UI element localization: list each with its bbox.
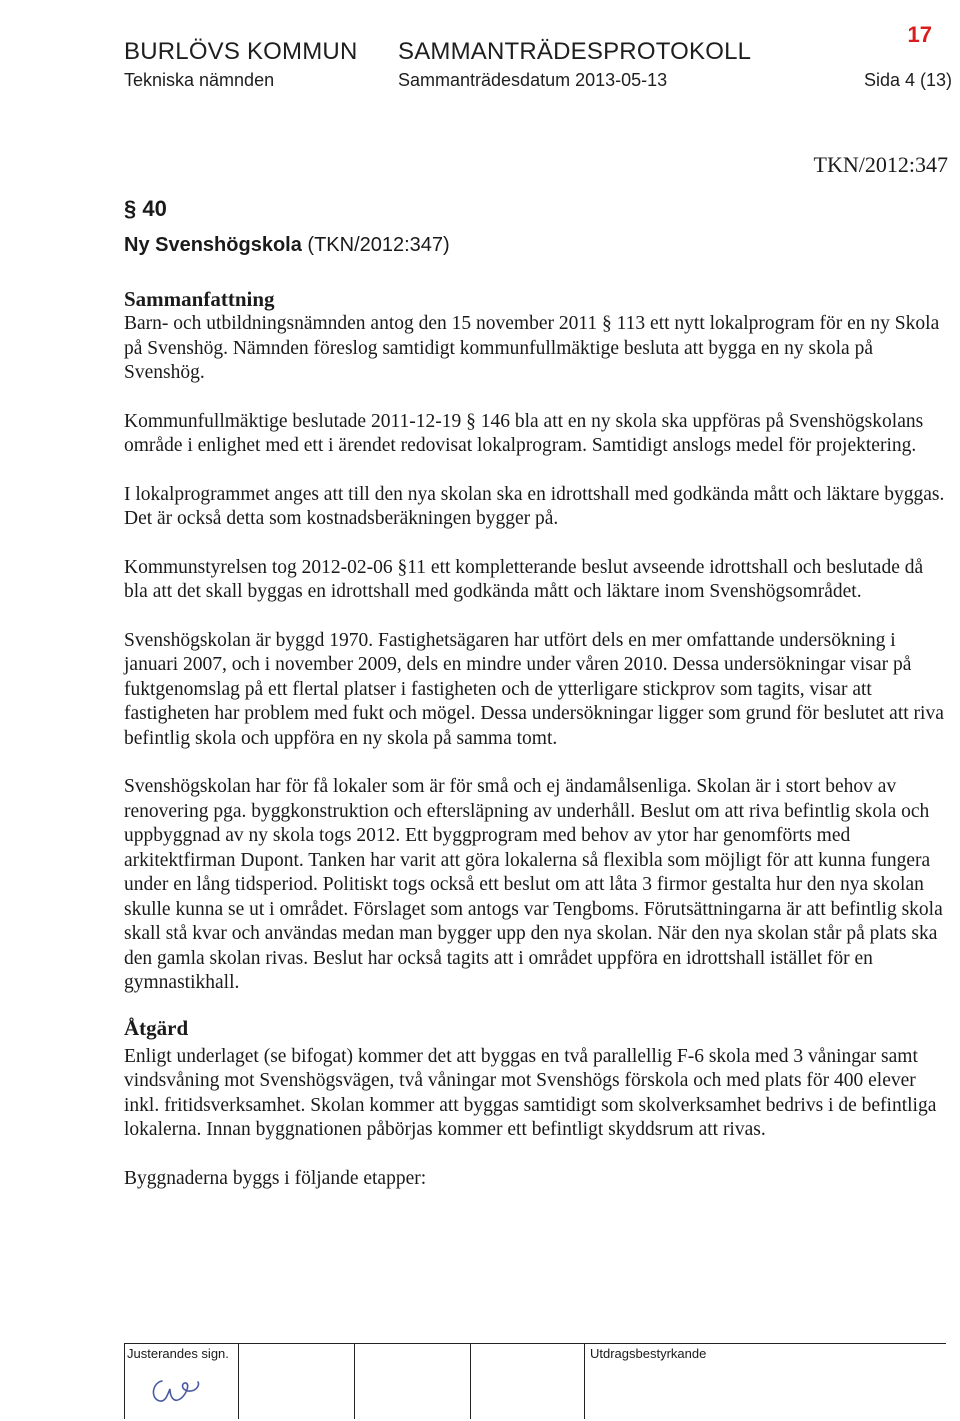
document-body	[124, 287, 946, 1215]
heading-atgard: Åtgärd	[124, 1015, 189, 1040]
paragraph-number: § 40	[124, 196, 167, 221]
section-title-main: Ny Svenshögskola	[124, 234, 302, 256]
signature-footer	[124, 1343, 946, 1419]
page-indicator: Sida 4 (13)	[863, 70, 952, 90]
paragraph: Svenshögskolan är byggd 1970. Fastighetsägaren har utfört dels en mer omfattande undersökning i januari 2007, och i november 2009, dels en mindre under våren 2010. Dessa undersökningar visar på fuktgenomslag på ett flertal platser i fastigheten och de ytterligare stickprov som tagits, visar att fastigheten har problem med fukt och mögel. Dessa undersökningar ligger som grund för beslutet att riva befintlig skola och uppföra en ny skola på samma tomt.	[124, 629, 944, 749]
paragraph: Kommunstyrelsen tog 2012-02-06 §11 ett kompletterande beslut avseende idrottshall och beslutade då bla att det skall byggas en idrottshall med godkända mått och läktare inom Svenshögsområdet.	[124, 556, 924, 602]
paragraph: Byggnaderna byggs i följande etapper:	[124, 1167, 427, 1189]
utdragsbestyrkande-label: Utdragsbestyrkande	[590, 1346, 707, 1361]
section-title-ref: (TKN/2012:347)	[307, 234, 450, 256]
document-type: SAMMANTRÄDESPROTOKOLL	[398, 38, 752, 65]
meeting-date: Sammanträdesdatum 2013-05-13	[398, 70, 668, 90]
justerandes-label: Justerandes sign.	[127, 1346, 229, 1361]
case-reference: TKN/2012:347	[813, 152, 948, 177]
paragraph: Barn- och utbildningsnämnden antog den 15 november 2011 § 113 ett nytt lokalprogram för en ny Skola på Svenshög. Nämnden föreslog samtidigt kommunfullmäktige besluta att bygga en ny skola på Svenshög.	[124, 313, 940, 383]
page-number-badge: 17	[907, 22, 932, 47]
heading-sammanfattning: Sammanfattning	[124, 287, 275, 311]
section-title	[124, 234, 450, 257]
paragraph: I lokalprogrammet anges att till den nya skolan ska en idrottshall med godkända mått och läktare byggas. Det är också detta som kostnadsberäkningen bygger på.	[124, 483, 945, 529]
footer-divider	[238, 1343, 239, 1419]
footer-rule	[124, 1343, 946, 1344]
footer-divider	[354, 1343, 355, 1419]
paragraph: Svenshögskolan har för få lokaler som är för små och ej ändamålsenliga. Skolan är i stort behov av renovering pga. byggkonstruktion och eftersläpning av underhåll. Beslut om att riva befintlig skola och uppbyggnad av ny skola togs 2012. Ett byggprogram med behov av ytor har genomförts med arkitektfirman Dupont. Tanken har varit att göra lokalerna så flexibla som möjligt för att kunna fungera under en lång tidsperiod. Politiskt togs också ett beslut om att låta 3 firmor gestalta hur den nya skolan skulle kunna se ut i området. Förslaget som antogs var Tengboms. Förutsättningarna är att befintlig skola skall stå kvar och användas medan man bygger upp den nya skolan. När den nya skolan står på plats ska den gamla skolan rivas. Beslut har också tagits att i området uppföra en idrottshall istället för en gymnastikhall.	[124, 776, 943, 993]
handwritten-signature-icon	[146, 1373, 206, 1409]
footer-divider	[470, 1343, 471, 1419]
footer-divider	[584, 1343, 585, 1419]
org-name: BURLÖVS KOMMUN	[124, 38, 358, 65]
paragraph: Enligt underlaget (se bifogat) kommer det att byggas en två parallellig F-6 skola med 3 våningar samt vindsvåning mot Svenshögsvägen, två våningar mot Svenshögs förskola och med plats för 400 elever inkl. fritidsverksamhet. Skolan kommer att byggas samtidigt som skolverksamhet bedrivs i de befintliga lokalerna. Innan byggnationen påbörjas kommer ett befintligt skyddsrum att rivas.	[124, 1045, 937, 1140]
committee-name: Tekniska nämnden	[124, 70, 275, 90]
paragraph: Kommunfullmäktige beslutade 2011-12-19 § 146 bla att en ny skola ska uppföras på Svenshögskolans område i enlighet med ett i ärendet redovisat lokalprogram. Samtidigt anslogs medel för projektering.	[124, 410, 924, 456]
footer-divider	[124, 1343, 125, 1419]
